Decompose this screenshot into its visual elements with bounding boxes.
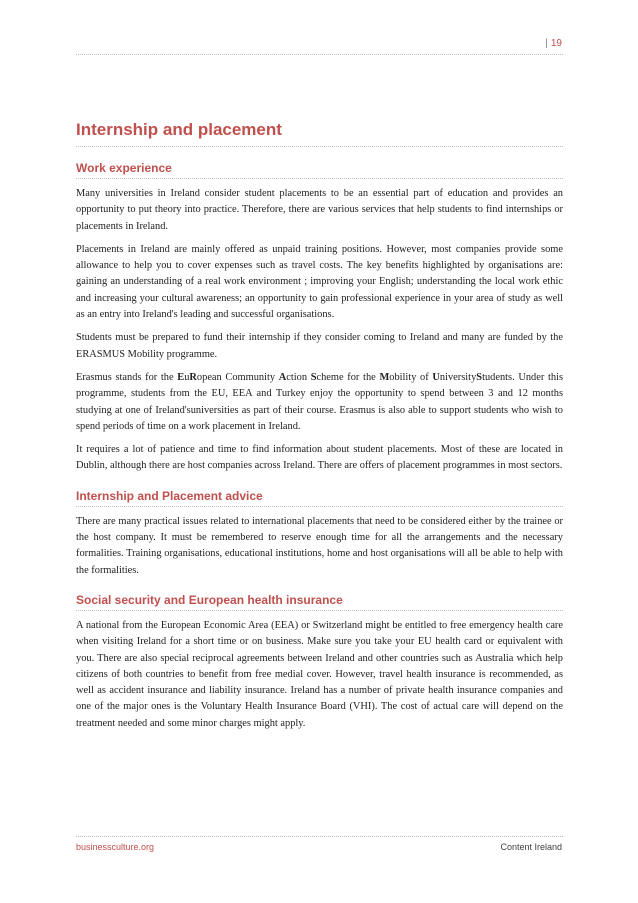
paragraph: Placements in Ireland are mainly offered as unpaid training positions. However, most companies provide some allowance to help you to cover expenses such as travel costs. The key benefits highlighted by organisations are: gaining an understanding of a real work environment ; improving your English; understanding the local work ethic and increasing your cultural awareness; an opportunity to gain professional experience in your area of study as well as an entry into Ireland's leading and successful organisations.: [76, 243, 563, 321]
footer-section-label: Content Ireland: [500, 842, 562, 852]
section-heading-social-security: Social security and European health insurance: [76, 593, 563, 611]
section-heading-work-experience: Work experience: [76, 161, 563, 179]
paragraph: Many universities in Ireland consider student placements to be an essential part of education and provides an opportunity to put theory into practice. Therefore, there are various services that help students to find internships or placements in Ireland.: [76, 188, 563, 232]
main-content: [76, 120, 563, 739]
page-title: Internship and placement: [76, 120, 563, 147]
header-rule: [76, 54, 563, 55]
paragraph-erasmus: Erasmus stands for the EuRopean Community Action Scheme for the Mobility of UniversityStudents. Under this programme, students from the EU, EEA and Turkey enjoy the opportunity to spend between 3 and 12 months studying at one of Ireland'suniversities as part of their course. Erasmus is also able to support students who wish to spend periods of time on a work placement in Ireland.: [76, 371, 564, 432]
footer-site-link[interactable]: businessculture.org: [76, 842, 155, 852]
footer-rule: [76, 836, 563, 837]
page-number: | 19: [545, 38, 562, 49]
paragraph: There are many practical issues related to international placements that need to be considered either by the trainee or the host company. It must be remembered to reserve enough time for all the arrangements and the necessary formalities. Training organisations, educational institutions, home and host organisations will all be able to help with the formalities.: [76, 515, 563, 576]
section-heading-placement-advice: Internship and Placement advice: [76, 489, 563, 507]
paragraph: A national from the European Economic Area (EEA) or Switzerland might be entitled to free emergency health care when visiting Ireland for a short time or on business. Make sure you take your EU health card or equivalent with you. There are also special reciprocal agreements between Ireland and other countries such as Australia which help citizens of both countries to benefit from free medial cover. However, travel health insurance is recommended, as well as accident insurance and liability insurance. Ireland has a number of private health insurance companies and one of the major ones is the Voluntary Health Insurance Board (VHI). The cost of actual care will depend on the treatment needed and some minor charges might apply.: [76, 619, 563, 729]
paragraph: Students must be prepared to fund their internship if they consider coming to Ireland and many are funded by the ERASMUS Mobility programme.: [76, 332, 563, 360]
paragraph: It requires a lot of patience and time to find information about student placements. Most of these are located in Dublin, although there are host companies across Ireland. There are offers of placement programmes in most sectors.: [76, 444, 563, 472]
